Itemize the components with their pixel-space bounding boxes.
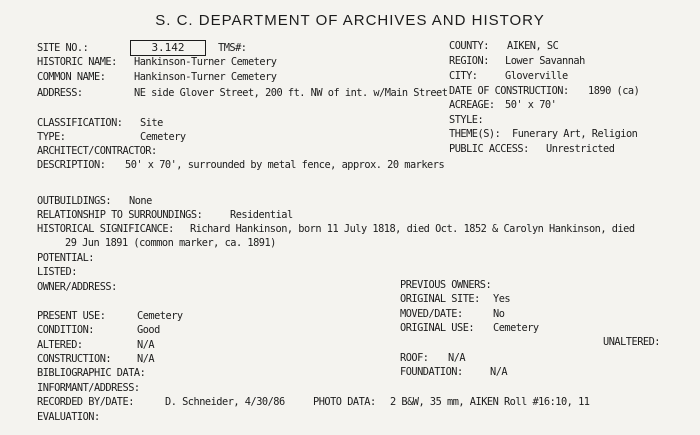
potential-label: POTENTIAL: — [37, 252, 94, 264]
evaluation-label: EVALUATION: — [37, 411, 100, 423]
informant-address-label: INFORMANT/ADDRESS: — [37, 382, 140, 394]
roof-label: ROOF: — [400, 352, 429, 364]
acreage-value: 50' x 70' — [505, 99, 557, 111]
altered-label: ALTERED: — [37, 339, 83, 351]
significance-line-2: 29 Jun 1891 (common marker, ca. 1891) — [65, 237, 276, 249]
site-no-box — [130, 40, 206, 56]
altered-value: N/A — [137, 339, 155, 351]
address-value: NE side Glover Street, 200 ft. NW of int. w/Main Street — [134, 87, 448, 99]
listed-label: LISTED: — [37, 266, 77, 278]
recorded-by-label: RECORDED BY/DATE: — [37, 396, 134, 408]
present-use-label: PRESENT USE: — [37, 310, 106, 322]
classification-label: CLASSIFICATION: — [37, 117, 123, 129]
outbuildings-label: OUTBUILDINGS: — [37, 195, 112, 207]
unaltered-label: UNALTERED: — [603, 336, 660, 348]
address-label: ADDRESS: — [37, 87, 83, 99]
date-of-construction-label: DATE OF CONSTRUCTION: — [449, 85, 569, 97]
moved-date-label: MOVED/DATE: — [400, 308, 463, 320]
significance-label: HISTORICAL SIGNIFICANCE: — [37, 223, 174, 235]
present-use-value: Cemetery — [137, 310, 183, 322]
public-access-label: PUBLIC ACCESS: — [449, 143, 529, 155]
city-value: Gloverville — [505, 70, 568, 82]
date-of-construction-value: 1890 (ca) — [588, 85, 640, 97]
historic-name-value: Hankinson-Turner Cemetery — [134, 56, 277, 68]
description-label: DESCRIPTION: — [37, 159, 106, 171]
relationship-label: RELATIONSHIP TO SURROUNDINGS: — [37, 209, 203, 221]
type-label: TYPE: — [37, 131, 66, 143]
public-access-value: Unrestricted — [546, 143, 615, 155]
architect-label: ARCHITECT/CONTRACTOR: — [37, 145, 157, 157]
county-value: AIKEN, SC — [507, 40, 559, 52]
acreage-label: ACREAGE: — [449, 99, 495, 111]
description-value: 50' x 70', surrounded by metal fence, approx. 20 markers — [125, 159, 445, 171]
relationship-value: Residential — [230, 209, 293, 221]
themes-label: THEME(S): — [449, 128, 501, 140]
original-use-value: Cemetery — [493, 322, 539, 334]
photo-data-label: PHOTO DATA: — [313, 396, 376, 408]
moved-date-value: No — [493, 308, 505, 320]
county-label: COUNTY: — [449, 40, 489, 52]
previous-owners-label: PREVIOUS OWNERS: — [400, 279, 492, 291]
region-value: Lower Savannah — [505, 55, 585, 67]
common-name-label: COMMON NAME: — [37, 71, 106, 83]
condition-value: Good — [137, 324, 160, 336]
city-label: CITY: — [449, 70, 478, 82]
original-site-label: ORIGINAL SITE: — [400, 293, 480, 305]
recorded-by-value: D. Schneider, 4/30/86 — [165, 396, 285, 408]
construction-label: CONSTRUCTION: — [37, 353, 112, 365]
original-site-value: Yes — [493, 293, 511, 305]
type-value: Cemetery — [140, 131, 186, 143]
foundation-label: FOUNDATION: — [400, 366, 463, 378]
style-label: STYLE: — [449, 114, 484, 126]
foundation-value: N/A — [490, 366, 508, 378]
historic-name-label: HISTORIC NAME: — [37, 56, 117, 68]
condition-label: CONDITION: — [37, 324, 94, 336]
tms-label: TMS#: — [218, 42, 247, 54]
roof-value: N/A — [448, 352, 466, 364]
page-title: S. C. DEPARTMENT OF ARCHIVES AND HISTORY — [155, 12, 545, 29]
site-no-label: SITE NO.: — [37, 42, 89, 54]
region-label: REGION: — [449, 55, 489, 67]
significance-line-1: Richard Hankinson, born 11 July 1818, died Oct. 1852 & Carolyn Hankinson, died — [190, 223, 635, 235]
common-name-value: Hankinson-Turner Cemetery — [134, 71, 277, 83]
site-no-value: 3.142 — [151, 41, 185, 54]
construction-value: N/A — [137, 353, 155, 365]
themes-value: Funerary Art, Religion — [512, 128, 638, 140]
original-use-label: ORIGINAL USE: — [400, 322, 475, 334]
bibliographic-data-label: BIBLIOGRAPHIC DATA: — [37, 367, 146, 379]
outbuildings-value: None — [129, 195, 152, 207]
owner-address-label: OWNER/ADDRESS: — [37, 281, 117, 293]
classification-value: Site — [140, 117, 163, 129]
photo-data-value: 2 B&W, 35 mm, AIKEN Roll #16:10, 11 — [390, 396, 590, 408]
